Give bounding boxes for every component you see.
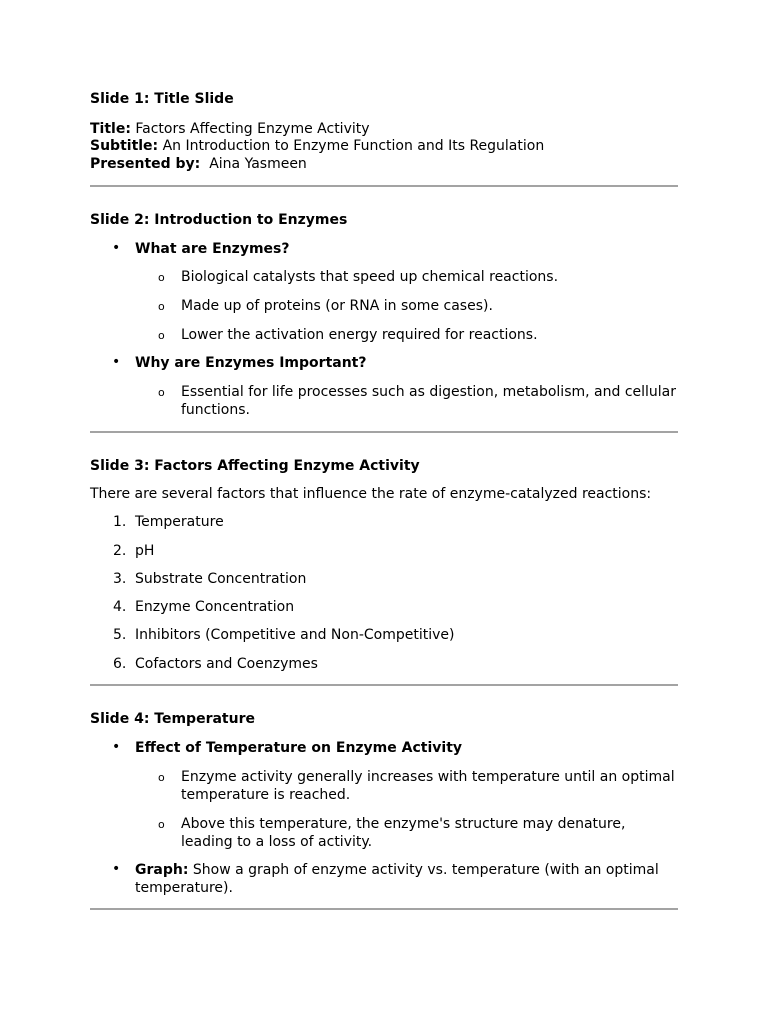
bullet-marker: • [112, 861, 121, 877]
list-number: 6. [113, 656, 127, 672]
sub-bullet-item: Essential for life processes such as digestion, metabolism, and cellular functions. [181, 384, 677, 418]
factor-item: Substrate Concentration [135, 571, 307, 587]
list-number: 4. [113, 599, 127, 615]
bullet-why-important: Why are Enzymes Important? [135, 355, 367, 371]
bullet-graph [135, 861, 678, 897]
bullet-effect-of-temperature: Effect of Temperature on Enzyme Activity [135, 740, 463, 756]
title-line [90, 121, 370, 137]
sub-bullet-marker: o [158, 771, 165, 784]
bullet-what-are-enzymes: What are Enzymes? [135, 241, 290, 257]
sub-bullet-item: Lower the activation energy required for reactions. [181, 327, 538, 343]
factor-item: Enzyme Concentration [135, 599, 295, 615]
sub-bullet-marker: o [158, 300, 165, 313]
divider [90, 185, 678, 187]
slide3-heading: Slide 3: Factors Affecting Enzyme Activity [90, 458, 420, 474]
subtitle-line [90, 138, 544, 154]
slide3-intro: There are several factors that influence the rate of enzyme-catalyzed reactions: [90, 486, 652, 502]
graph-label: Graph: [135, 862, 189, 878]
bullet-marker: • [112, 240, 121, 256]
slide1-heading: Slide 1: Title Slide [90, 91, 234, 107]
subtitle-label: Subtitle: [90, 138, 159, 154]
list-number: 5. [113, 627, 127, 643]
bullet-marker: • [112, 354, 121, 370]
factor-item: Inhibitors (Competitive and Non-Competitive) [135, 627, 455, 643]
presenter-line [90, 156, 307, 172]
divider [90, 908, 678, 910]
sub-bullet-marker: o [158, 271, 165, 284]
slide2-heading: Slide 2: Introduction to Enzymes [90, 212, 348, 228]
factor-item: Cofactors and Coenzymes [135, 656, 318, 672]
sub-bullet-item: Enzyme activity generally increases with temperature until an optimal temperature is reached. [181, 769, 675, 803]
sub-bullet-marker: o [158, 386, 165, 399]
title-value: Factors Affecting Enzyme Activity [135, 121, 370, 137]
presenter-value: Aina Yasmeen [209, 156, 307, 172]
factor-item: Temperature [135, 514, 224, 530]
subtitle-value: An Introduction to Enzyme Function and Its Regulation [162, 138, 545, 154]
presenter-label: Presented by: [90, 156, 201, 172]
slide4-heading: Slide 4: Temperature [90, 711, 255, 727]
list-number: 1. [113, 514, 127, 530]
list-number: 3. [113, 571, 127, 587]
bullet-marker: • [112, 739, 121, 755]
graph-text: Show a graph of enzyme activity vs. temperature (with an optimal temperature). [135, 862, 659, 896]
sub-bullet-item: Made up of proteins (or RNA in some cases). [181, 298, 493, 314]
sub-bullet-item: Above this temperature, the enzyme's structure may denature, leading to a loss of activity. [181, 816, 626, 850]
sub-bullet-marker: o [158, 329, 165, 342]
list-number: 2. [113, 543, 127, 559]
factor-item: pH [135, 543, 155, 559]
sub-bullet-marker: o [158, 818, 165, 831]
title-label: Title: [90, 121, 131, 137]
sub-bullet-item: Biological catalysts that speed up chemical reactions. [181, 269, 559, 285]
divider [90, 431, 678, 433]
divider [90, 684, 678, 686]
